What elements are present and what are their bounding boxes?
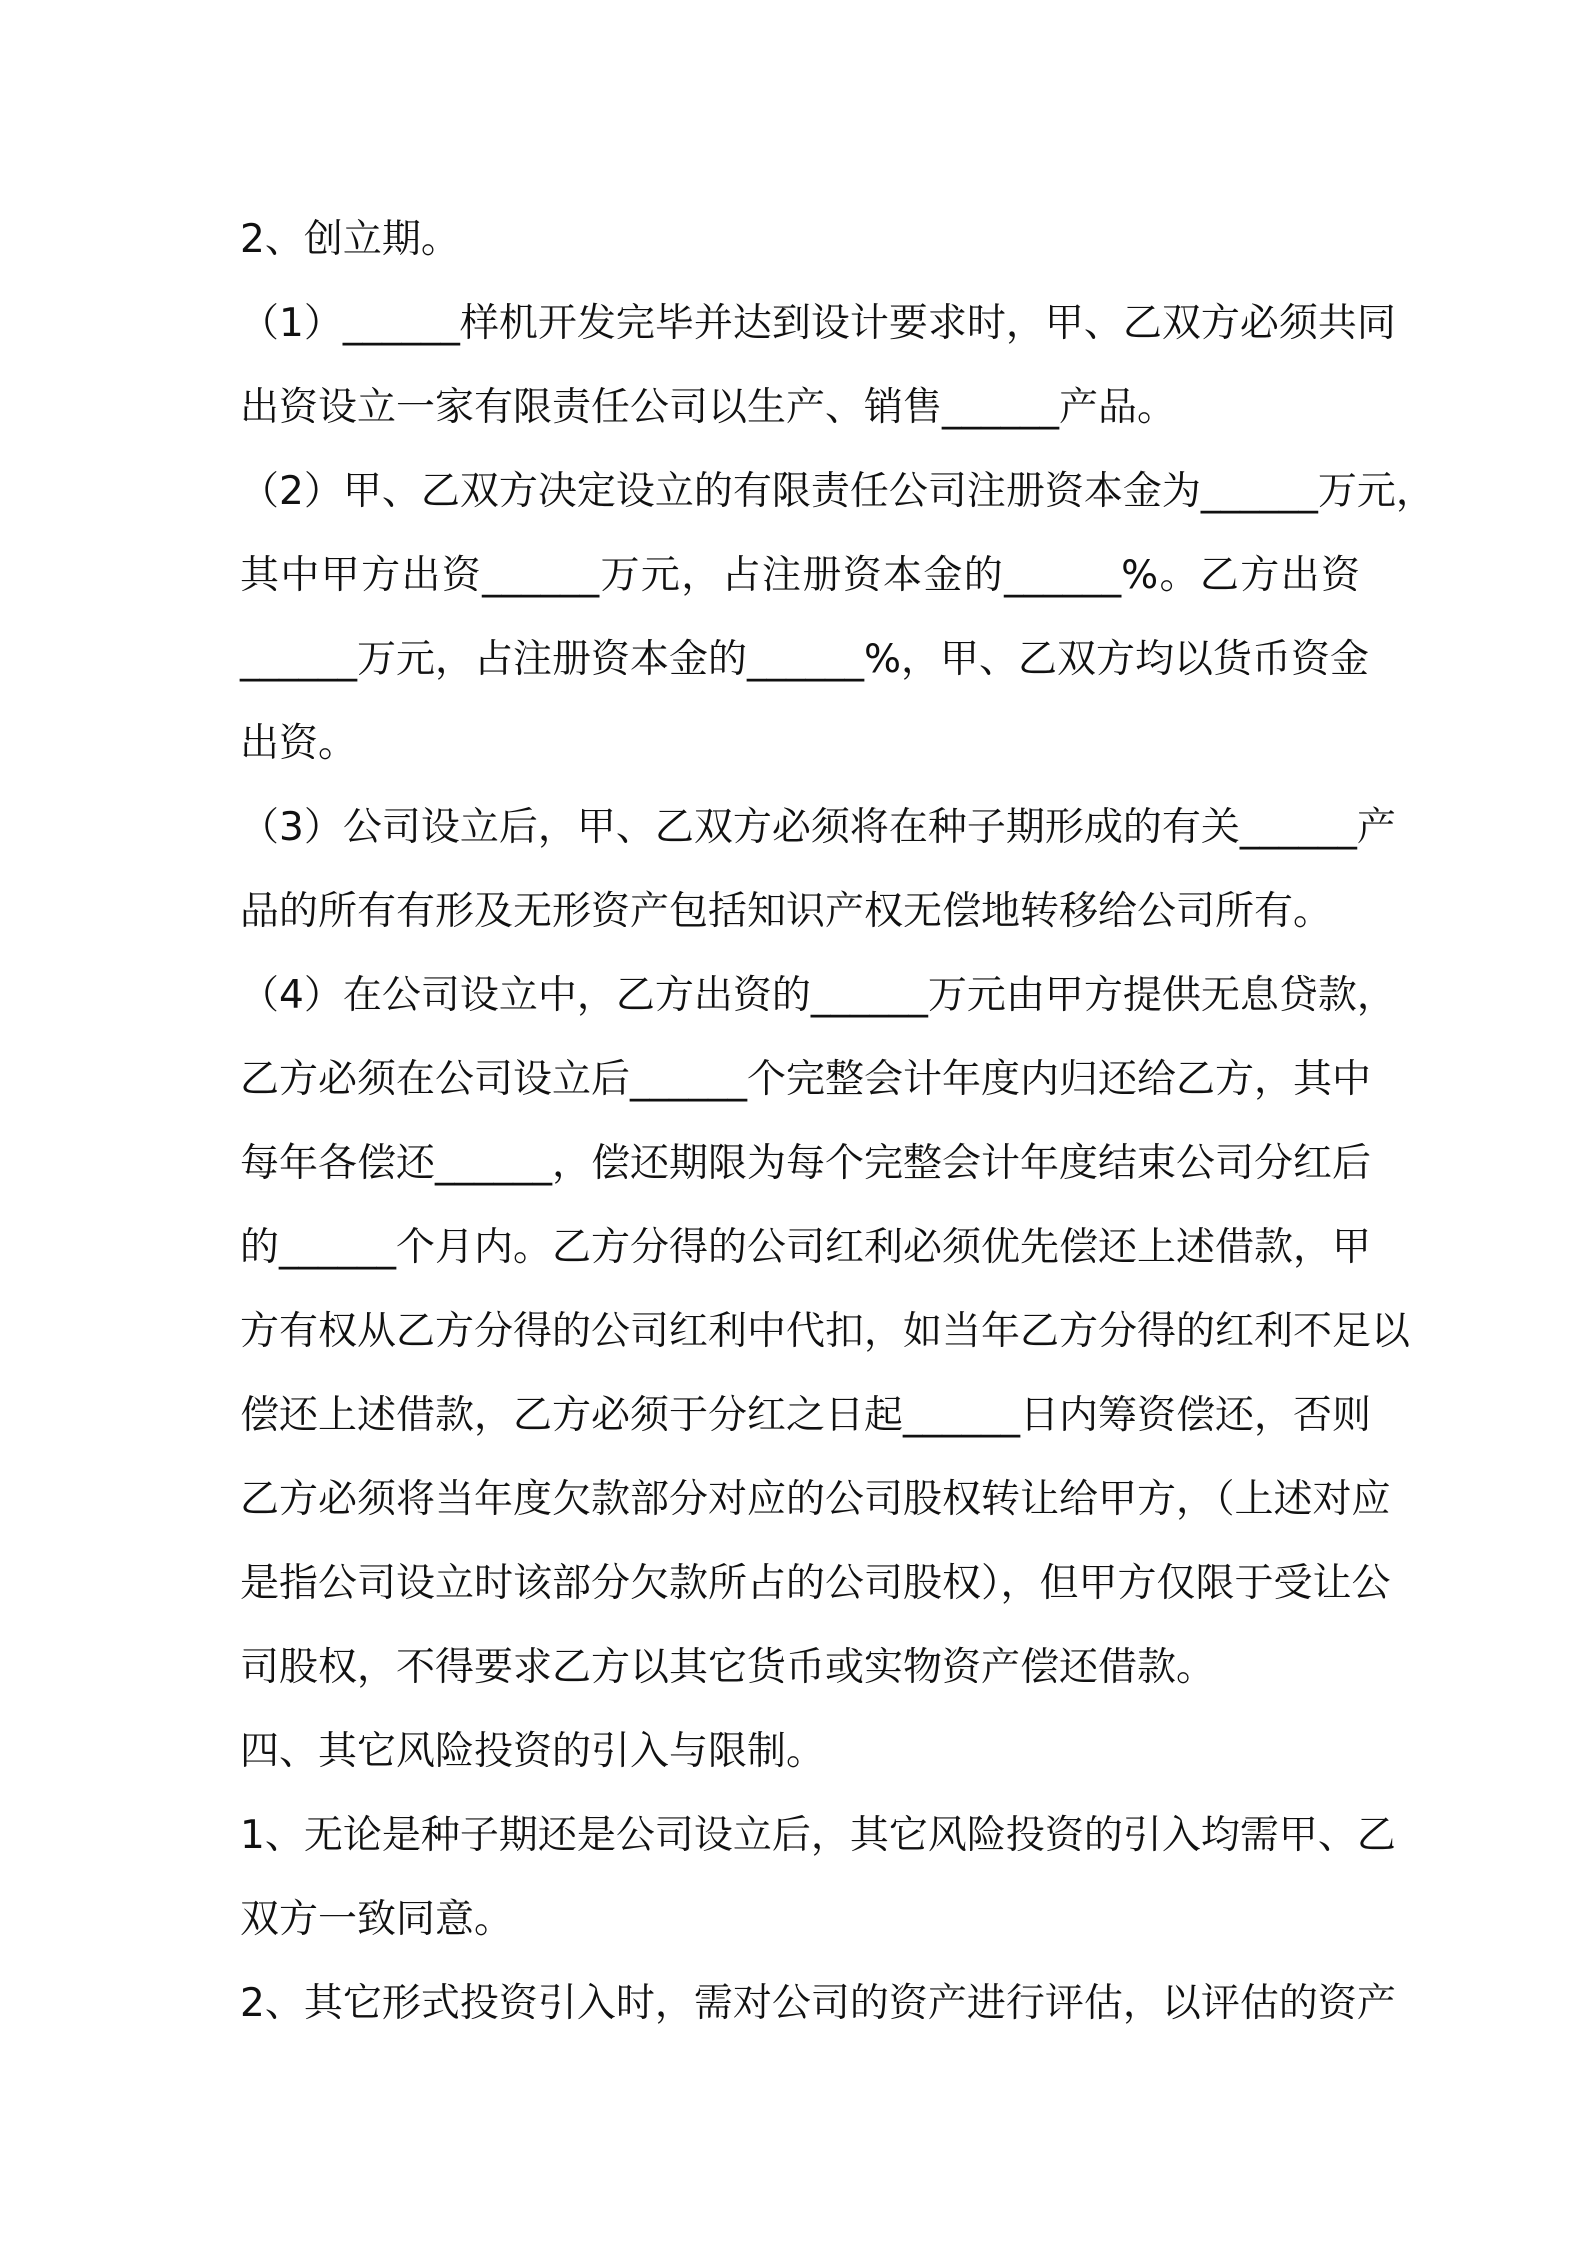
text-line: 出资。 <box>240 721 358 766</box>
text-line: 是指公司设立时该部分欠款所占的公司股权），但甲方仅限于受让公 <box>240 1561 1391 1606</box>
text-line: 每年各偿还______，偿还期限为每个完整会计年度结束公司分红后 <box>240 1141 1372 1186</box>
text-line: 司股权，不得要求乙方以其它货币或实物资产偿还借款。 <box>240 1645 1216 1690</box>
text-line: 方有权从乙方分得的公司红利中代扣，如当年乙方分得的红利不足以 <box>240 1309 1411 1354</box>
text-line: 2、创立期。 <box>240 217 460 262</box>
text-line: 出资设立一家有限责任公司以生产、销售______产品。 <box>240 385 1177 430</box>
text-line: （4）在公司设立中，乙方出资的______万元由甲方提供无息贷款， <box>240 973 1396 1018</box>
text-line: ______万元，占注册资本金的______%，甲、乙双方均以货币资金 <box>240 637 1370 682</box>
text-line: （1）______样机开发完毕并达到设计要求时，甲、乙双方必须共同 <box>240 301 1396 346</box>
text-line: 乙方必须在公司设立后______个完整会计年度内归还给乙方，其中 <box>240 1057 1372 1102</box>
text-line: 2、其它形式投资引入时，需对公司的资产进行评估，以评估的资产 <box>240 1981 1396 2026</box>
text-line: 品的所有有形及无形资产包括知识产权无偿地转移给公司所有。 <box>240 889 1333 934</box>
text-line: 1、无论是种子期还是公司设立后，其它风险投资的引入均需甲、乙 <box>240 1813 1396 1858</box>
document-body <box>240 198 1435 2046</box>
text-line: 偿还上述借款，乙方必须于分红之日起______日内筹资偿还，否则 <box>240 1393 1372 1438</box>
text-line: 四、其它风险投资的引入与限制。 <box>240 1729 826 1774</box>
text-line: 乙方必须将当年度欠款部分对应的公司股权转让给甲方，（上述对应 <box>240 1477 1391 1522</box>
text-line: 双方一致同意。 <box>240 1897 514 1942</box>
text-line: （3）公司设立后，甲、乙双方必须将在种子期形成的有关______产 <box>240 805 1396 850</box>
text-line: 其中甲方出资______万元，占注册资本金的______%。乙方出资 <box>240 553 1360 598</box>
text-line: 的______个月内。乙方分得的公司红利必须优先偿还上述借款，甲 <box>240 1225 1372 1270</box>
text-line: （2）甲、乙双方决定设立的有限责任公司注册资本金为______万元， <box>240 469 1435 514</box>
